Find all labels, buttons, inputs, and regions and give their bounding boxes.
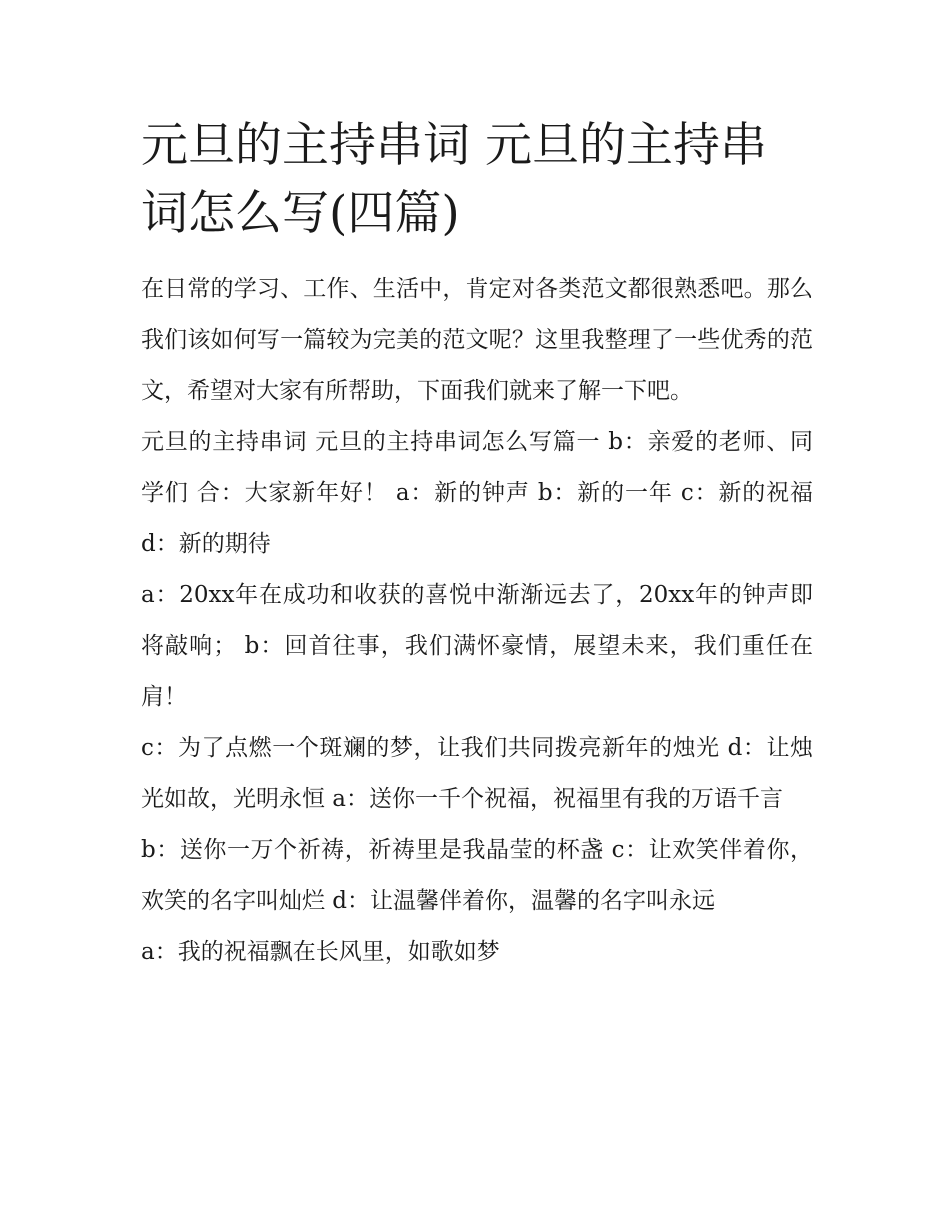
paragraph-b-c-d: b：送你一万个祈祷，祈祷里是我晶莹的杯盏 c：让欢笑伴着你，欢笑的名字叫灿烂 d：让温馨伴着你，温馨的名字叫永远: [141, 837, 813, 914]
document-title: 元旦的主持串词 元旦的主持串词怎么写(四篇): [141, 118, 767, 241]
document-body: [141, 264, 813, 978]
paragraph-intro: 在日常的学习、工作、生活中，肯定对各类范文都很熟悉吧。那么我们该如何写一篇较为完美的范文呢？这里我整理了一些优秀的范文，希望对大家有所帮助，下面我们就来了解一下吧。: [141, 276, 813, 404]
paragraph-opening: 元旦的主持串词 元旦的主持串词怎么写篇一 b：亲爱的老师、同学们 合：大家新年好！ a：新的钟声 b：新的一年 c：新的祝福 d：新的期待: [141, 429, 813, 557]
document-page: [141, 112, 813, 978]
paragraph-a-closing: a：我的祝福飘在长风里，如歌如梦: [141, 939, 500, 965]
paragraph-a-b: a：20xx年在成功和收获的喜悦中渐渐远去了，20xx年的钟声即将敲响； b：回首往事，我们满怀豪情，展望未来，我们重任在肩！: [141, 582, 813, 710]
paragraph-c-d-a: c：为了点燃一个斑斓的梦，让我们共同拨亮新年的烛光 d：让烛光如故，光明永恒 a：送你一千个祝福，祝福里有我的万语千言: [141, 735, 813, 812]
